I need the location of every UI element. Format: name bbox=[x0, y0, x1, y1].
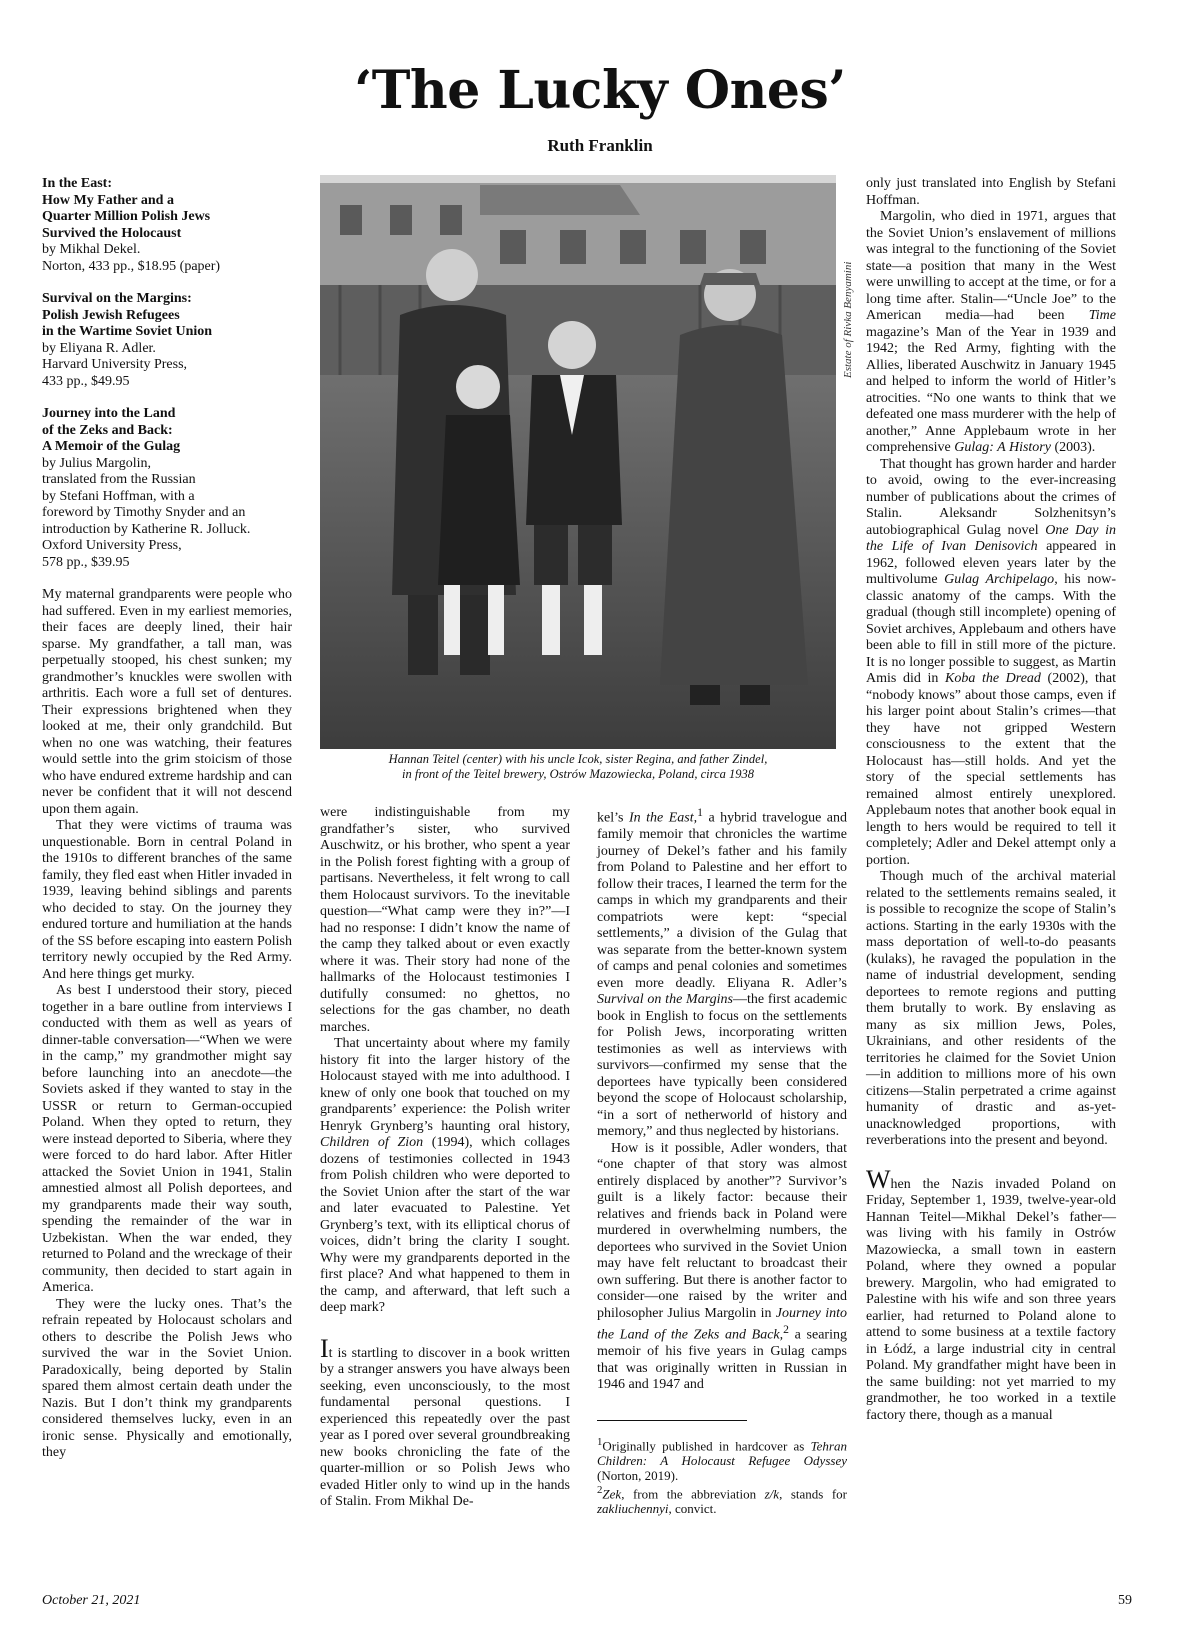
text-run: (Norton, 2019). bbox=[597, 1468, 679, 1484]
paragraph: only just translated into English by Stefani Hoffman. bbox=[866, 176, 1116, 208]
paragraph: My maternal grandparents were people who had suffered. Even in my earliest memories, their faces are deeply lined, their hair sparse. My grandfather, a tall man, was perpetually stooped, his chest sunken; my grandmother’s knuckles were swollen with arthritis. Each wore a full set of dentures. Their expressions brightened when they looked at me, their only grandchild. But when no one was watching, their features would settle into the grim stoicism of those who have endured extreme hardship and can never be confident that it will not descend upon them again. bbox=[42, 587, 292, 817]
book-title: One Day in the Life of Ivan Denisovich bbox=[866, 522, 1116, 554]
text-run: That thought has grown harder and harder to avoid, owing to the ever-increasing number of publications about the crimes of Stalin. Aleksandr Solzhenitsyn’s autobiographical Gulag novel bbox=[866, 456, 1116, 538]
paragraph bbox=[597, 805, 847, 1141]
book-listing-1 bbox=[42, 176, 292, 275]
photo-credit: Estate of Rivka Benyamini bbox=[842, 261, 854, 378]
photo-caption bbox=[300, 752, 856, 782]
book-detail-line: translated from the Russian bbox=[42, 472, 196, 487]
book-title: Tehran Children: A Holocaust Refugee Odyssey bbox=[597, 1438, 847, 1469]
text-run: —the first academic book in English to focus on the settlements for Polish Jews, incorporating written testimonies as well as interviews with survivors—confirmed my sense that the deportees have typically been considered beyond the scope of Holocaust scholarship, “in a sort of netherworld of history and memory,” and thus neglected by historians. bbox=[597, 992, 847, 1140]
book-detail-line: 433 pp., $49.95 bbox=[42, 373, 130, 389]
footnote-2 bbox=[597, 1483, 847, 1516]
text-run: That uncertainty about where my family history fit into the larger history of the Holocaust stayed with me into adulthood. I knew of only one book that touched on my grandparents’ experience: the Polish writer Henryk Grynberg’s haunting oral history, bbox=[320, 1036, 570, 1134]
book-detail-line: 578 pp., $39.95 bbox=[42, 554, 130, 570]
paragraph: Though much of the archival material related to the settlements remains sealed, it is possible to recognize the scope of Stalin’s actions. Starting in the early 1930s with the mass deportation of well-to-do peasants (kulaks), he ravaged the population in the name of industrial development, sending deportees to remote regions and putting them brutally to work. By enslaving as many as six million Jews, Poles, Ukrainians, and other residents of the territories he claimed for the Soviet Union—in addition to millions more of his own citizens—Stalin perpetrated a crime against humanity of drastic and as-yet-unacknowledged proportions, with reverberations into the present and beyond. bbox=[866, 869, 1116, 1148]
text-run: a hybrid travelogue and family memoir that chronicles the wartime journey of Dekel’s father and his family from Poland to Palestine and her effort to follow their traces, I learned the term for the camps in which my grandparents and their compatriots were kept: “special settlements,” a division of the Gulag that was separate from the better-known system of camps and penal colonies and sometimes even more deadly. Eliyana R. Adler’s bbox=[597, 810, 847, 991]
book-detail-line: by Eliyana R. Adler. bbox=[42, 340, 156, 356]
paragraph bbox=[320, 1036, 570, 1317]
book-listing-3 bbox=[42, 406, 292, 571]
book-title: Children of Zion bbox=[320, 1135, 424, 1150]
book-listing-2 bbox=[42, 291, 292, 390]
book-title: Koba the Dread bbox=[944, 671, 1041, 686]
term: Zek bbox=[602, 1486, 622, 1502]
footnote-marker: 1 bbox=[697, 806, 703, 819]
text-run: , from the abbreviation bbox=[621, 1486, 765, 1502]
text-run: appeared in 1962, followed eleven years later by the multivolume bbox=[866, 539, 1116, 587]
book-title-line: of the Zeks and Back: bbox=[42, 422, 173, 438]
paragraph bbox=[866, 1164, 1116, 1425]
book-title: In the East, bbox=[628, 810, 698, 826]
book-detail-line: introduction by Katherine R. Jolluck. bbox=[42, 521, 251, 537]
book-title-line: Survived the Holocaust bbox=[42, 225, 182, 241]
book-title-line: How My Father and a bbox=[42, 192, 174, 208]
book-title-line: Journey into the Land bbox=[42, 406, 176, 421]
article-title: ‘The Lucky Ones’ bbox=[354, 60, 846, 121]
column-4 bbox=[866, 176, 1116, 1424]
book-detail-line: foreword by Timothy Snyder and an bbox=[42, 505, 246, 520]
book-title: Gulag Archipelago bbox=[944, 572, 1055, 587]
paragraph: As best I understood their story, pieced together in a bare outline from interviews I conducted with them as well as years of dinner-table conversation—“When we were in the camp,” my grandmother might say before launching into an anecdote—the Soviets asked if they wanted to stay in the USSR or return to German-occupied Poland. When they opted to return, they were instead deported to Siberia, where they were forced to do hard labor. After Hitler attacked the Soviet Union in 1941, Stalin amnestied almost all Polish deportees, and my grandparents made their way south, spending the remainder of the war in Uzbekistan. When the war ended, they returned to Poland and the wreckage of their community, then decided to start again in America. bbox=[42, 983, 292, 1295]
book-title: Gulag: A History bbox=[954, 440, 1051, 455]
issue-date: October 21, 2021 bbox=[42, 1593, 141, 1608]
book-detail-line: Norton, 433 pp., $18.95 (paper) bbox=[42, 258, 221, 274]
paragraph: That they were victims of trauma was unquestionable. Born in central Poland in the 1910s to different branches of the same family, they fled east when Hitler invaded in 1939, leaving behind siblings and parents who decided to stay. On the journey they endured torture and humiliation at the hands of the SS before escaping into eastern Polish territory newly occupied by the Red Army. And here things get murky. bbox=[42, 818, 293, 982]
paragraph bbox=[597, 1141, 847, 1394]
book-detail-line: by Stefani Hoffman, with a bbox=[42, 488, 195, 504]
family-photo-illustration bbox=[320, 175, 836, 749]
drop-cap: I bbox=[320, 1333, 329, 1363]
book-detail-line: Oxford University Press, bbox=[42, 538, 182, 553]
text-run: (1994), which collages dozens of testimonies collected in 1943 from Polish children who were deported to the Soviet Union after the start of the war and later evacuated to Palestine. Yet Grynberg’s text, with its elliptical chorus of voices, didn’t bring the clarity I sought. Why were my grandparents deported in the first place? And what happened to them in the camp, and afterward, that left such a deep mark? bbox=[320, 1135, 570, 1315]
column-2 bbox=[320, 805, 570, 1511]
footnote-number: 1 bbox=[597, 1435, 603, 1448]
page-number: 59 bbox=[1118, 1593, 1132, 1608]
text-run: Margolin, who died in 1971, argues that the Soviet Union’s enslavement of millions was integral to the functioning of the Soviet state—a position that many in the West were unwilling to accept at the time, or for a long time after. Stalin—“Uncle Joe” to the American media—had been bbox=[866, 209, 1116, 323]
term: z/k bbox=[764, 1486, 780, 1502]
text-run: (2002), that “nobody knows” about those camps, even if his larger point about Stalin’s crimes—that they have not gripped Western consciousness to the extent that the Holocaust has—still holds. And yet the story of the special settlements has remained almost entirely unexplored. Applebaum notes that another book equal in length to hers would be required to tell it completely; Adler and Dekel attempt only a portion. bbox=[866, 671, 1116, 868]
text-run: a searing memoir of his five years in Gulag camps that was originally written in Russian in 1946 and 1947 and bbox=[597, 1327, 847, 1393]
magazine-title: Time bbox=[1088, 308, 1116, 323]
book-title-line: Polish Jewish Refugees bbox=[42, 307, 180, 323]
footnote-marker: 2 bbox=[783, 1323, 789, 1337]
paragraph: They were the lucky ones. That’s the refrain repeated by Holocaust scholars and others to describe the Polish Jews who survived the war in the Soviet Union. Paradoxically, being deported by Stalin spared them almost certain death under the Nazis. But I don’t think my grandparents considered themselves lucky, even in an ironic sense. Physically and emotionally, they bbox=[42, 1296, 292, 1460]
text-run: Originally published in hardcover as bbox=[602, 1438, 811, 1454]
text-run: hen the Nazis invaded Poland on Friday, September 1, 1939, twelve-year-old Hannan Teitel—Mikhal Dekel’s father—was living with his family in Ostrów Mazowiecka, a small town in eastern Poland, where they owned a popular brewery. Margolin, who had emigrated to Palestine with his wife and son three years earlier, had returned to Poland alone to attend to some business at a textile factory in Łódź, a large industrial city in central Poland. My grandfather might have been in the same building: not yet married to my grandmother, he too worked in a textile factory there, though as a manual bbox=[866, 1176, 1116, 1423]
column-3 bbox=[597, 805, 847, 1516]
book-detail-line: by Mikhal Dekel. bbox=[42, 242, 141, 257]
book-title-line: A Memoir of the Gulag bbox=[42, 439, 181, 454]
term: zakliuchennyi bbox=[597, 1501, 669, 1517]
text-run: t is startling to discover in a book written by a stranger answers you have always been seeking, even unconsciously, to the most fundamental personal questions. I experienced this repeatedly over the past year as I pored over several groundbreaking new books chronicling the fate of the quarter-million or so Polish Jews who evaded Hitler only to wind up in the hands of Stalin. From Mikhal De- bbox=[320, 1345, 570, 1509]
footnote-number: 2 bbox=[597, 1484, 603, 1497]
caption-line: Hannan Teitel (center) with his uncle Icok, sister Regina, and father Zindel, bbox=[388, 752, 768, 766]
paragraph bbox=[866, 457, 1116, 870]
text-run: kel’s bbox=[597, 810, 629, 826]
footnote-1 bbox=[597, 1435, 847, 1483]
book-title: Journey into the Land of the Zeks and Back, bbox=[597, 1305, 847, 1343]
text-run: magazine’s Man of the Year in 1939 and 1942; the Red Army, fighting with the Allies, liberated Auschwitz in January 1945 and helped to inform the world of Hitler’s atrocities. “No one wants to think that we defeated one mass murderer with the help of another,” Anne Applebaum wrote in her comprehensive bbox=[866, 324, 1116, 455]
paragraph bbox=[866, 209, 1116, 457]
historical-photo bbox=[320, 175, 836, 749]
book-title-line: Survival on the Margins: bbox=[42, 291, 192, 306]
paragraph: were indistinguishable from my grandfather’s sister, who survived Auschwitz, or his brother, who spent a year in the Polish forest fighting with a group of partisans. Nevertheless, it felt wrong to call them Holocaust survivors. To the inevitable question—“What camp were they in?”—I had no response: I didn’t know the name of the camp they talked about or even exactly where it was. Their story had none of the hallmarks of the Holocaust testimonies I dutifully consumed: no ghettos, no selections for the gas chamber, no death marches. bbox=[320, 805, 570, 1035]
paragraph bbox=[320, 1333, 570, 1511]
text-run: , his now-classic anatomy of the camps. With the gradual (though still incomplete) opening of Soviet archives, Applebaum and others have been able to fill in still more of the picture. It is no longer possible to suggest, as Martin Amis did in bbox=[866, 572, 1116, 686]
text-run: (2003). bbox=[1050, 440, 1096, 455]
footnote-divider bbox=[597, 1420, 747, 1421]
article-author: Ruth Franklin bbox=[547, 136, 653, 155]
book-title-line: in the Wartime Soviet Union bbox=[42, 324, 213, 339]
column-1 bbox=[42, 176, 292, 1462]
text-run: , stands for bbox=[779, 1486, 847, 1502]
book-title: Survival on the Margins bbox=[597, 992, 733, 1008]
book-detail-line: Harvard University Press, bbox=[42, 357, 188, 372]
book-detail-line: by Julius Margolin, bbox=[42, 455, 152, 471]
text-run: How is it possible, Adler wonders, that “one chapter of that story was almost entirely displaced by another”? Survivor’s guilt is a likely factor: because their relatives and friends back in Poland were murdered in overwhelming numbers, the deportees who survived in the Soviet Union may have felt reluctant to broadcast their own suffering. But there is another factor to consider—one raised by the writer and philosopher Julius Margolin in bbox=[597, 1140, 847, 1321]
caption-line: in front of the Teitel brewery, Ostrów Mazowiecka, Poland, circa 1938 bbox=[402, 767, 754, 781]
text-run: , convict. bbox=[668, 1501, 717, 1517]
book-title-line: Quarter Million Polish Jews bbox=[42, 209, 211, 224]
drop-cap: W bbox=[866, 1164, 891, 1194]
book-title-line: In the East: bbox=[42, 176, 113, 191]
